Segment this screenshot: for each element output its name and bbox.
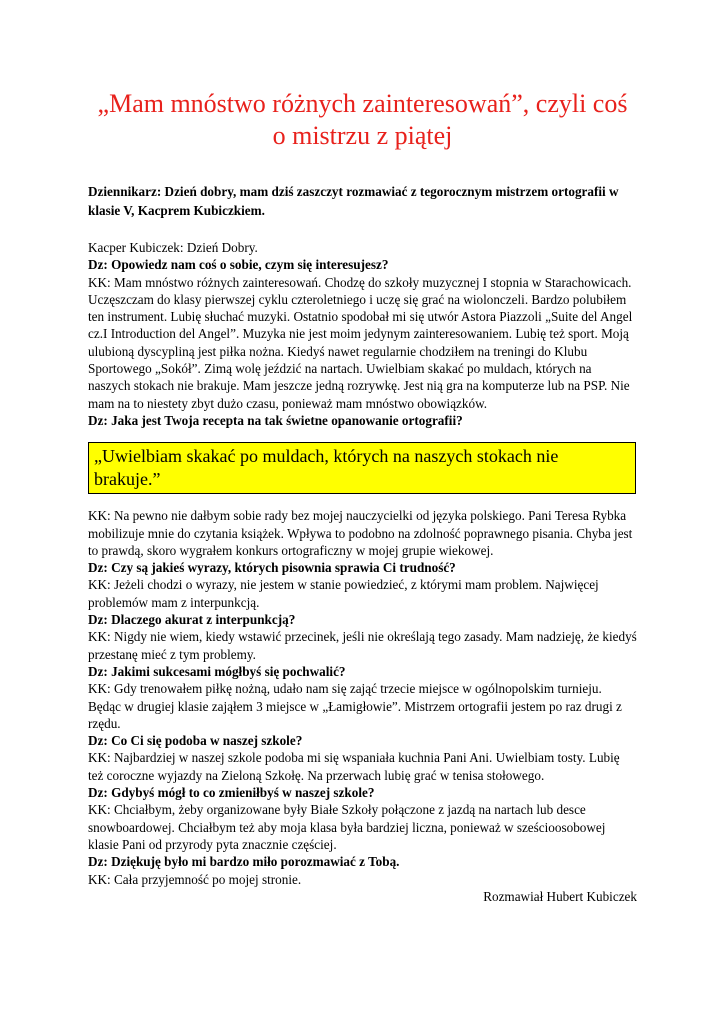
interview-answer: KK: Gdy trenowałem piłkę nożną, udało nam się zająć trzecie miejsce w ogólnopolskim turnieju. Będąc w drugiej klasie zająłem 3 miejsce w „Łamigłowie”. Mistrzem ortografii jestem po raz drugi z rzędu. (88, 681, 622, 731)
interview-question: Dz: Dlaczego akurat z interpunkcją? (88, 612, 296, 628)
author-signature: Rozmawiał Hubert Kubiczek (483, 888, 637, 904)
article-title (88, 0, 637, 152)
interview-answer: KK: Mam mnóstwo różnych zainteresowań. Chodzę do szkoły muzycznej I stopnia w Starachowicach. Uczęszczam do klasy pierwszej cyklu czteroletniego i uczę się grać na wiolonczeli. Bardzo polubiłem ten instrument. Lubię słuchać muzyki. Ostatnio spodobał mi się utwór Astora Piazzoli „Suite del Angel cz.I Introduction del Angel”. Muzyka nie jest moim jedynym zainteresowaniem. Lubię też sport. Moją ulubioną dyscypliną jest piłka nożna. Kiedyś nawet regularnie chodziłem na treningi do Klubu Sportowego „Sokół”. Zimą wolę jeździć na nartach. Uwielbiam skakać po muldach, których na naszych stokach nie brakuje. Mam jeszcze jedną rozrywkę. Jest nią gra na komputerze lub na PSP. Nie mam na to niestety zbyt dużo czasu, ponieważ mam mnóstwo obowiązków. (88, 274, 633, 411)
interview-question: Dz: Jakimi sukcesami mógłbyś się pochwalić? (88, 663, 346, 679)
interview-answer: KK: Nigdy nie wiem, kiedy wstawić przecinek, jeśli nie określają tego zasady. Mam nadzieję, że kiedyś przestanę mieć z tym problemy. (88, 629, 637, 662)
title-line-2: o mistrzu z piątej (272, 121, 453, 150)
title-line-1: „Mam mnóstwo różnych zainteresowań”, czyli coś (97, 89, 628, 118)
interview-answer: KK: Najbardziej w naszej szkole podoba mi się wspaniała kuchnia Pani Ani. Uwielbiam tosty. Lubię też coroczne wyjazdy na Zieloną Szkołę. Na przerwach lubię grać w tenisa stołowego. (88, 750, 620, 783)
interview-question: Dz: Opowiedz nam coś o sobie, czym się interesujesz? (88, 257, 389, 273)
intro-paragraph: Dziennikarz: Dzień dobry, mam dziś zaszczyt rozmawiać z tegorocznym mistrzem ortografii w klasie V, Kacprem Kubiczkiem. (88, 184, 619, 218)
interview-question: Dz: Czy są jakieś wyrazy, których pisownia sprawia Ci trudność? (88, 560, 456, 576)
interview-question: Dz: Gdybyś mógł to co zmieniłbyś w naszej szkole? (88, 785, 375, 801)
interview-part-1 (88, 239, 637, 429)
interview-question: Dz: Jaka jest Twoja recepta na tak świetne opanowanie ortografii? (88, 412, 463, 428)
interview-question: Dz: Co Ci się podoba w naszej szkole? (88, 733, 303, 749)
interview-question: Dz: Dziękuję było mi bardzo miło porozmawiać z Tobą. (88, 854, 400, 870)
interview-answer: KK: Chciałbym, żeby organizowane były Białe Szkoły połączone z jazdą na nartach lub desce snowboardowej. Chciałbym też aby moja klasa była bardziej liczna, ponieważ w sześcioosobowej klasie Pani od przyrody pyta znacznie częściej. (88, 802, 606, 852)
interview-answer: KK: Na pewno nie dałbym sobie rady bez mojej nauczycielki od języka polskiego. Pani Teresa Rybka mobilizuje mnie do czytania książek. Wpływa to podobno na zdolność poprawnego pisania. Chyba jest to prawdą, skoro wygrałem konkurs ortograficzny w mojej grupie wiekowej. (88, 508, 633, 558)
highlight-quote: „Uwielbiam skakać po muldach, których na naszych stokach nie brakuje.” (88, 442, 636, 494)
interview-part-2 (88, 507, 637, 888)
interview-answer: KK: Cała przyjemność po mojej stronie. (88, 871, 302, 887)
spacer (88, 220, 637, 239)
interview-answer: KK: Jeżeli chodzi o wyrazy, nie jestem w stanie powiedzieć, z którymi mam problem. Najwięcej problemów mam z interpunkcją. (88, 577, 599, 610)
interview-answer: Kacper Kubiczek: Dzień Dobry. (88, 240, 258, 255)
